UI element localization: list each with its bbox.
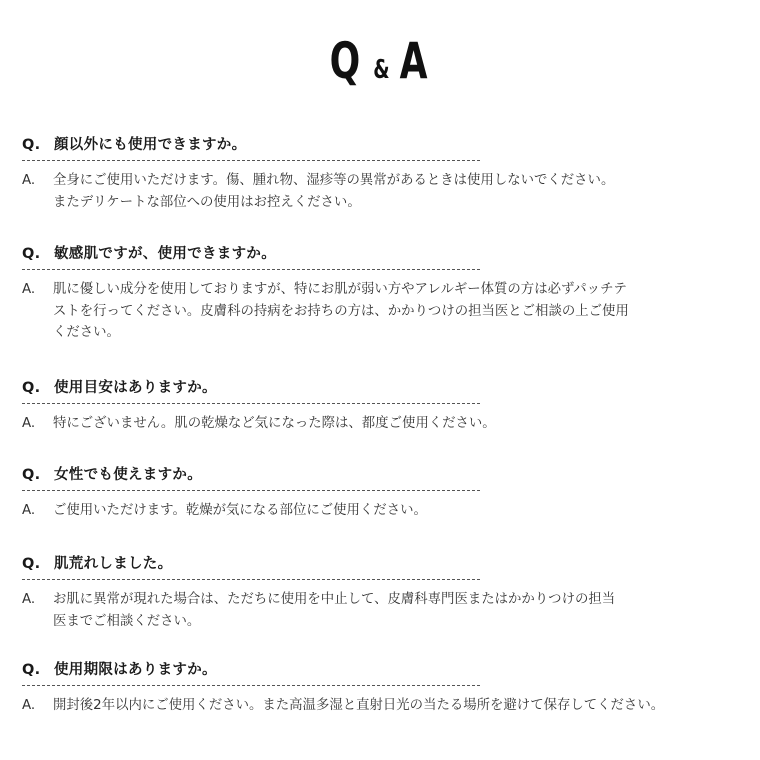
- answer: [22, 589, 742, 632]
- title-q: Q: [329, 32, 364, 90]
- question-mark: Q.: [22, 137, 41, 153]
- answer-line: ください。: [53, 325, 120, 340]
- question-text: 使用期限はありますか。: [54, 662, 217, 678]
- answer-line: 医までご相談ください。: [53, 613, 201, 629]
- question-text: 顔以外にも使用できますか。: [54, 137, 247, 153]
- title-a: A: [399, 32, 431, 90]
- answer: [22, 695, 742, 717]
- question-text: 敏感肌ですが、使用できますか。: [54, 246, 276, 262]
- answer-line: またデリケートな部位への使用はお控えください。: [53, 194, 361, 210]
- qa-item-sensitive-skin: [22, 244, 742, 344]
- question: [22, 378, 742, 398]
- answer-line: 特にございません。肌の乾燥など気になった際は、都度ご使用ください。: [53, 416, 496, 431]
- qa-item-women: [22, 465, 742, 522]
- answer-line: お肌に異常が現れた場合は、ただちに使用を中止して、皮膚科専門医またはかかりつけの担当: [53, 592, 616, 607]
- question-mark: Q.: [22, 380, 41, 396]
- answer-mark: A.: [22, 416, 36, 431]
- answer-line: ストを行ってください。皮膚科の持病をお持ちの方は、かかりつけの担当医とご相談の上ご使用: [53, 303, 629, 319]
- answer-line: 開封後2年以内にご使用ください。また高温多湿と直射日光の当たる場所を避けて保存してください。: [53, 698, 665, 713]
- answer-mark: A.: [22, 173, 36, 188]
- question: [22, 135, 742, 155]
- answer: [22, 279, 742, 344]
- dashed-divider: [22, 160, 480, 161]
- dashed-divider: [22, 579, 480, 580]
- answer: [22, 413, 742, 435]
- qa-item-face: [22, 135, 742, 213]
- title-ampersand: &: [373, 55, 390, 85]
- qa-item-usage-guide: [22, 378, 742, 435]
- answer-mark: A.: [22, 698, 36, 713]
- question: [22, 465, 742, 485]
- answer-line: 肌に優しい成分を使用しておりますが、特にお肌が弱い方やアレルギー体質の方は必ずパッチテ: [53, 282, 627, 297]
- question-mark: Q.: [22, 467, 41, 483]
- question-mark: Q.: [22, 556, 41, 572]
- question: [22, 660, 742, 680]
- answer: [22, 170, 742, 213]
- answer-mark: A.: [22, 592, 36, 607]
- answer-line: ご使用いただけます。乾燥が気になる部位にご使用ください。: [53, 503, 427, 518]
- dashed-divider: [22, 685, 480, 686]
- dashed-divider: [22, 490, 480, 491]
- question: [22, 554, 742, 574]
- question-text: 肌荒れしました。: [54, 556, 173, 572]
- question-text: 女性でも使えますか。: [54, 467, 202, 483]
- question-mark: Q.: [22, 662, 41, 678]
- answer-line: 全身にご使用いただけます。傷、腫れ物、湿疹等の異常があるときは使用しないでください。: [53, 173, 615, 188]
- question: [22, 244, 742, 264]
- answer-mark: A.: [22, 503, 36, 518]
- dashed-divider: [22, 269, 480, 270]
- question-text: 使用目安はありますか。: [54, 380, 217, 396]
- dashed-divider: [22, 403, 480, 404]
- page-title: [106, 32, 653, 90]
- qa-item-skin-trouble: [22, 554, 742, 632]
- question-mark: Q.: [22, 246, 41, 262]
- answer-mark: A.: [22, 282, 36, 297]
- qa-item-expiration: [22, 660, 742, 717]
- answer: [22, 500, 742, 522]
